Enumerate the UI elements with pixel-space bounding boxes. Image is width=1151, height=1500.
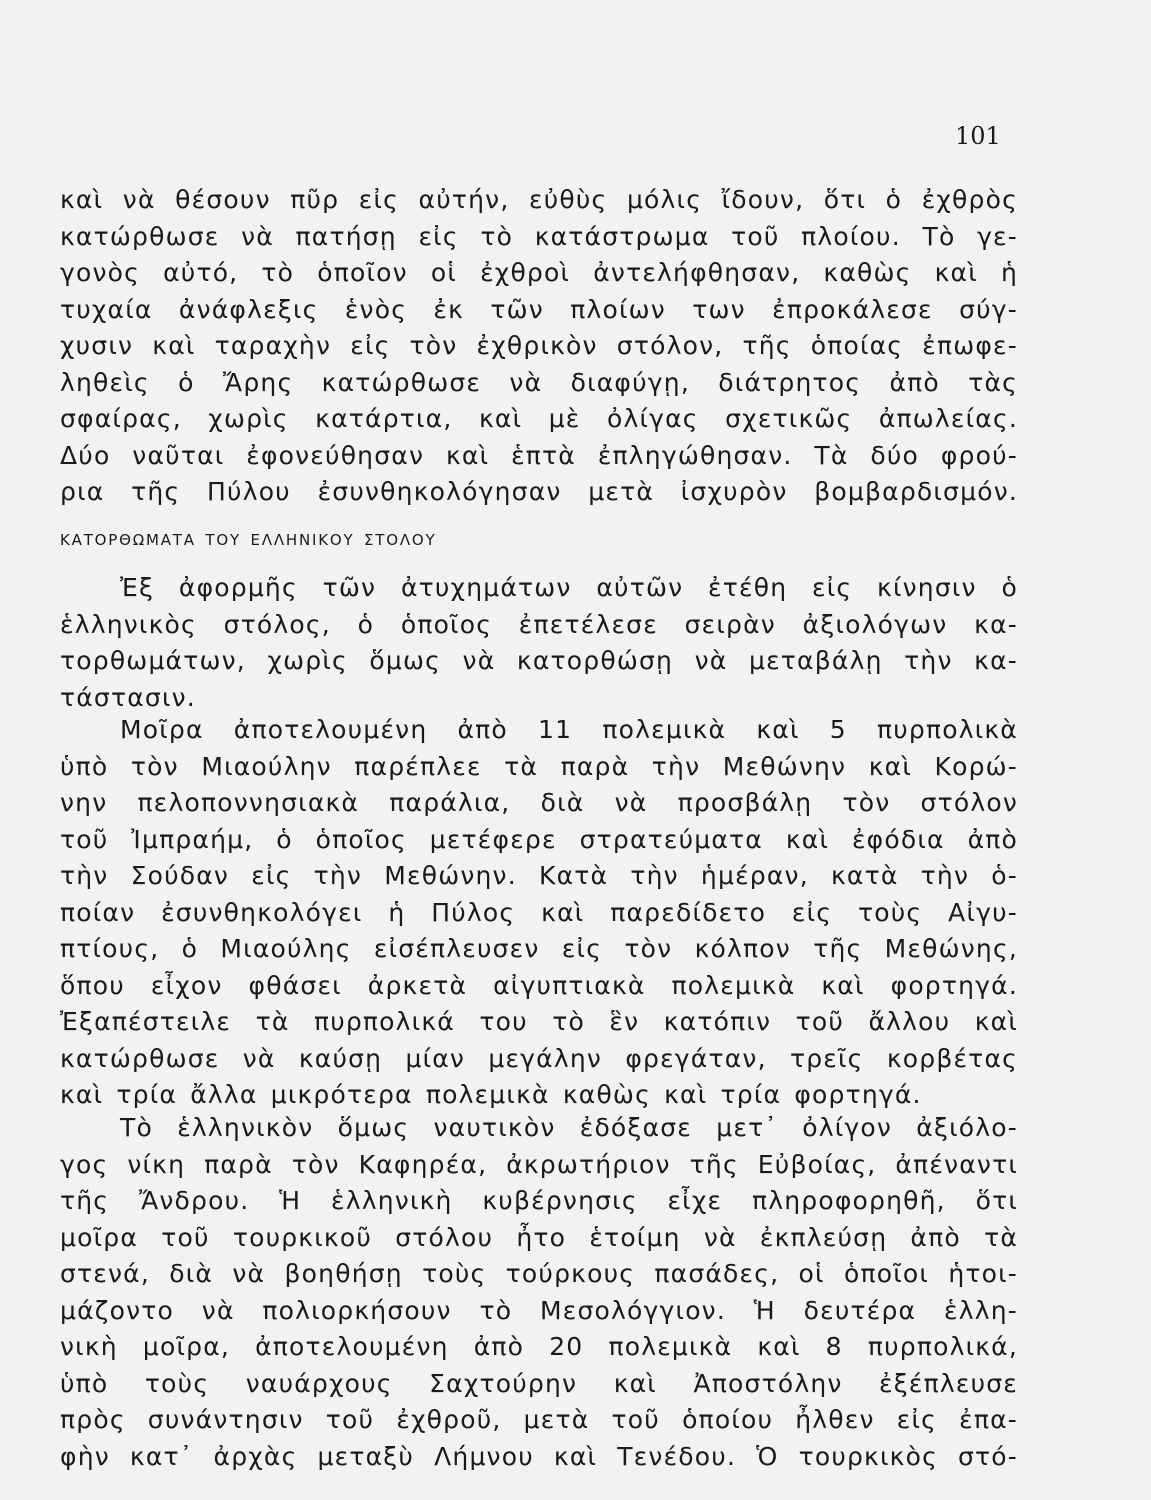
- text-line: ὅπου εἶχον φθάσει ἀρκετὰ αἰγυπτιακὰ πολεμικὰ καὶ φορτηγά.: [60, 970, 1018, 1000]
- text-line: ρια τῆς Πύλου ἐσυνθηκολόγησαν μετὰ ἰσχυρὸν βομβαρδισμόν.: [60, 477, 1018, 506]
- text-line: ὑπὸ τὸν Μιαούλην παρέπλεε τὰ παρὰ τὴν Μεθώνην καὶ Κορώ-: [60, 751, 1018, 781]
- text-line: τοῦ Ἰμπραήμ, ὁ ὁποῖος μετέφερε στρατεύματα καὶ ἐφόδια ἀπὸ: [60, 824, 1018, 854]
- text-line: κατώρθωσε νὰ πατήσῃ εἰς τὸ κατάστρωμα τοῦ πλοίου. Τὸ γε-: [60, 221, 1018, 251]
- paragraph-3: [60, 712, 1018, 1114]
- text-line: πτίους, ὁ Μιαούλης εἰσέπλευσεν εἰς τὸν κόλπον τῆς Μεθώνης,: [60, 934, 1018, 963]
- text-line: καὶ τρία ἄλλα μικρότερα πολεμικὰ καθὼς καὶ τρία φορτηγά.: [60, 1080, 922, 1109]
- text-line: νην πελοποννησιακὰ παράλια, διὰ νὰ προσβάλῃ τὸν στόλον: [60, 788, 1018, 817]
- paragraph-4: [60, 1110, 1018, 1475]
- text-line: στενά, διὰ νὰ βοηθήσῃ τοὺς τούρκους πασάδες, οἱ ὁποῖοι ἡτοι-: [60, 1259, 1018, 1288]
- text-line: μάζοντο νὰ πολιορκήσουν τὸ Μεσολόγγιον. Ἡ δευτέρα ἑλλη-: [60, 1295, 1018, 1325]
- text-line: τῆς Ἄνδρου. Ἡ ἑλληνικὴ κυβέρνησις εἶχε πληροφορηθῆ, ὅτι: [60, 1186, 1018, 1215]
- text-line: Μοῖρα ἀποτελουμένη ἀπὸ 11 πολεμικὰ καὶ 5 πυρπολικὰ: [120, 715, 1018, 744]
- text-line: νικὴ μοῖρα, ἀποτελουμένη ἀπὸ 20 πολεμικὰ καὶ 8 πυρπολικά,: [60, 1332, 1018, 1361]
- section-heading: ΚΑΤΟΡΘΩΜΑΤΑ ΤΟΥ ΕΛΛΗΝΙΚΟΥ ΣΤΟΛΟΥ: [60, 531, 437, 549]
- text-line: γος νίκη παρὰ τὸν Καφηρέα, ἀκρωτήριον τῆς Εὐβοίας, ἀπέναντι: [60, 1149, 1018, 1179]
- paragraph-2: [60, 570, 1018, 716]
- text-line: Τὸ ἑλληνικὸν ὅμως ναυτικὸν ἐδόξασε μετ᾽ ὀλίγον ἀξιόλο-: [120, 1113, 1018, 1142]
- text-line: σφαίρας, χωρὶς κατάρτια, καὶ μὲ ὀλίγας σχετικῶς ἀπωλείας.: [60, 404, 1018, 433]
- paragraph-1: [60, 182, 1018, 511]
- page-number: 101: [955, 122, 1001, 150]
- text-line: καὶ νὰ θέσουν πῦρ εἰς αὐτήν, εὐθὺς μόλις ἴδουν, ὅτι ὁ ἐχθρὸς: [60, 185, 1018, 214]
- text-line: τὴν Σούδαν εἰς τὴν Μεθώνην. Κατὰ τὴν ἡμέραν, κατὰ τὴν ὁ-: [60, 861, 1018, 890]
- text-line: χυσιν καὶ ταραχὴν εἰς τὸν ἐχθρικὸν στόλον, τῆς ὁποίας ἐπωφε-: [60, 331, 1018, 360]
- text-line: ἑλληνικὸς στόλος, ὁ ὁποῖος ἐπετέλεσε σειρὰν ἀξιολόγων κα-: [60, 609, 1018, 639]
- text-line: ὑπὸ τοὺς ναυάρχους Σαχτούρην καὶ Ἀποστόλην ἐξέπλευσε: [60, 1368, 1018, 1398]
- text-line: Ἐξαπέστειλε τὰ πυρπολικά του τὸ ἓν κατόπιν τοῦ ἄλλου καὶ: [60, 1007, 1018, 1036]
- text-line: Ἐξ ἀφορμῆς τῶν ἀτυχημάτων αὐτῶν ἐτέθη εἰς κίνησιν ὁ: [120, 573, 1018, 602]
- text-line: μοῖρα τοῦ τουρκικοῦ στόλου ἦτο ἑτοίμη νὰ ἐκπλεύσῃ ἀπὸ τὰ: [60, 1222, 1018, 1252]
- text-line: πρὸς συνάντησιν τοῦ ἐχθροῦ, μετὰ τοῦ ὁποίου ἦλθεν εἰς ἐπα-: [60, 1405, 1018, 1434]
- text-line: κατώρθωσε νὰ καύσῃ μίαν μεγάλην φρεγάταν, τρεῖς κορβέτας: [60, 1043, 1018, 1073]
- text-line: τάστασιν.: [60, 682, 196, 712]
- text-line: ληθεὶς ὁ Ἄρης κατώρθωσε νὰ διαφύγῃ, διάτρητος ἀπὸ τὰς: [60, 367, 1018, 397]
- text-line: τυχαία ἀνάφλεξις ἑνὸς ἐκ τῶν πλοίων των ἐπροκάλεσε σύγ-: [60, 294, 1018, 324]
- text-line: γονὸς αὐτό, τὸ ὁποῖον οἱ ἐχθροὶ ἀντελήφθησαν, καθὼς καὶ ἡ: [60, 258, 1018, 287]
- text-line: ποίαν ἐσυνθηκολόγει ἡ Πύλος καὶ παρεδίδετο εἰς τοὺς Αἰγυ-: [60, 897, 1018, 927]
- text-line: Δύο ναῦται ἐφονεύθησαν καὶ ἑπτὰ ἐπληγώθησαν. Τὰ δύο φρού-: [60, 440, 1018, 470]
- text-line: φὴν κατ᾽ ἀρχὰς μεταξὺ Λήμνου καὶ Τενέδου. Ὁ τουρκικὸς στό-: [60, 1441, 1018, 1471]
- text-line: τορθωμάτων, χωρὶς ὅμως νὰ κατορθώσῃ νὰ μεταβάλῃ τὴν κα-: [60, 646, 1018, 675]
